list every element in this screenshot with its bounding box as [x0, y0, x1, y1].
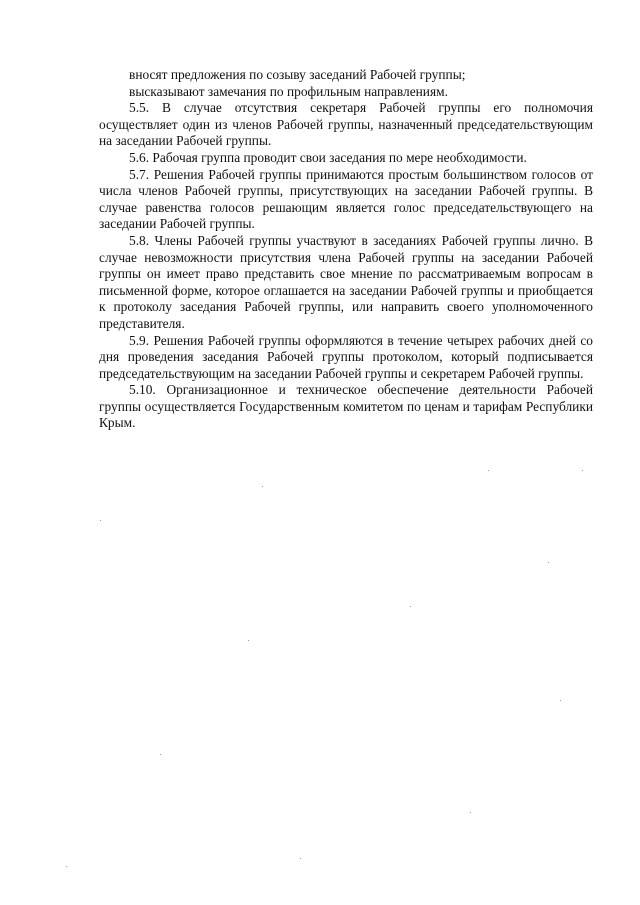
- paragraph-5-8: 5.8. Члены Рабочей группы участвуют в заседаниях Рабочей группы лично. В случае невозможности присутствия члена Рабочей группы на заседании Рабочей группы он имеет право представить свое мнение по рассматриваемым вопросам в письменной форме, которое оглашается на заседании Рабочей группы и приобщается к протоколу заседания Рабочей группы, или направить своего уполномоченного представителя.: [99, 232, 593, 331]
- paragraph-proposals: вносят предложения по созыву заседаний Рабочей группы;: [129, 67, 466, 82]
- paragraph-remarks: высказывают замечания по профильным направлениям.: [129, 83, 448, 99]
- paragraph-5-10: 5.10. Организационное и техническое обеспечение деятельности Рабочей группы осуществляется Государственным комитетом по ценам и тарифам Республики Крым.: [99, 382, 593, 431]
- document-body: [99, 67, 593, 432]
- paragraph-5-6: 5.6. Рабочая группа проводит свои заседания по мере необходимости.: [129, 149, 527, 165]
- paragraph-5-5: 5.5. В случае отсутствия секретаря Рабочей группы его полномочия осуществляет один из членов Рабочей группы, назначенный председательствующим на заседании Рабочей группы.: [99, 100, 593, 149]
- paragraph-5-7: 5.7. Решения Рабочей группы принимаются простым большинством голосов от числа членов Рабочей группы, присутствующих на заседании Рабочей группы. В случае равенства голосов решающим является голос председательствующего на заседании Рабочей группы.: [99, 166, 593, 232]
- paragraph-5-9: 5.9. Решения Рабочей группы оформляются в течение четырех рабочих дней со дня проведения заседания Рабочей группы протоколом, который подписывается председательствующим на заседании Рабочей группы и секретарем Рабочей группы.: [99, 332, 593, 381]
